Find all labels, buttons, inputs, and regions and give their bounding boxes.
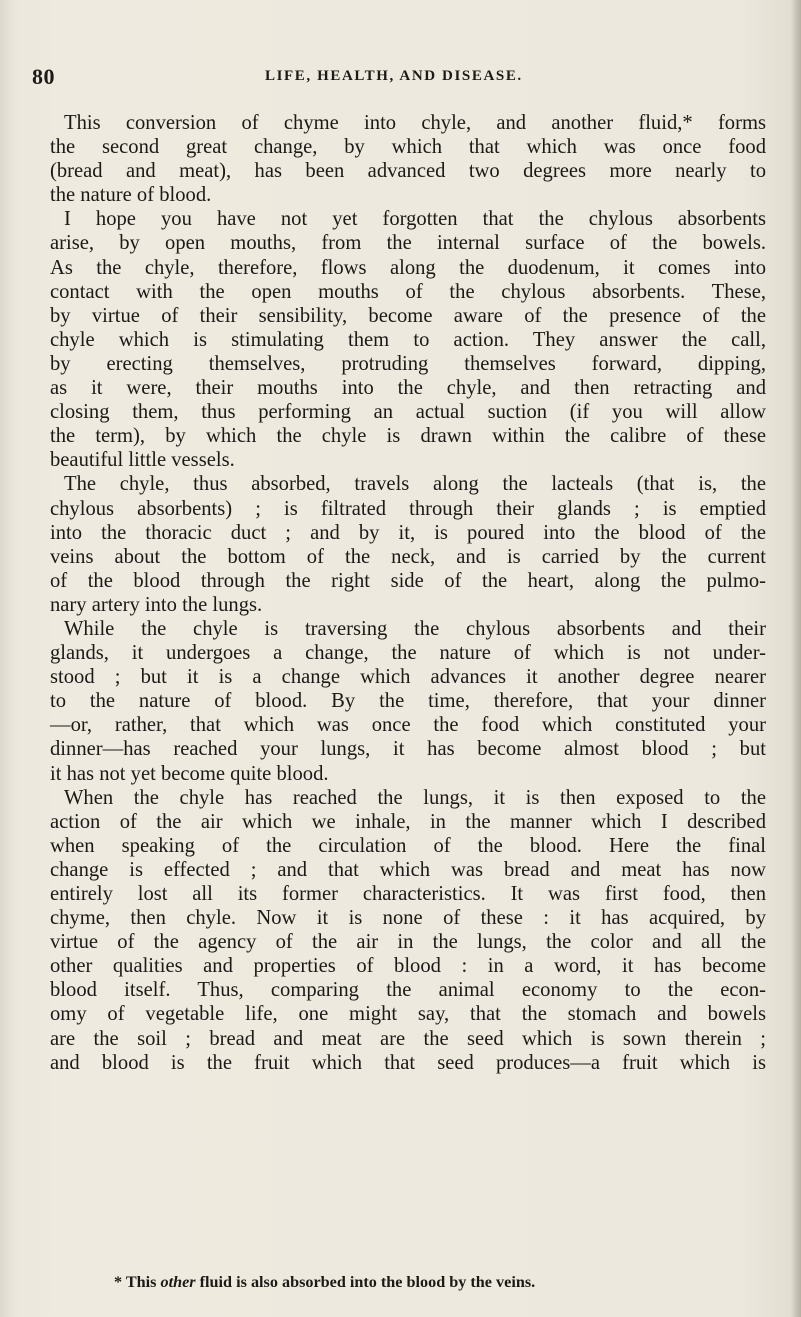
text-line: stood ; but it is a change which advances it another degree nearer bbox=[50, 666, 766, 689]
text-line: to the nature of blood. By the time, therefore, that your dinner bbox=[50, 690, 766, 713]
page-edge-shadow bbox=[791, 0, 801, 1317]
text-line: chylous absorbents) ; is filtrated through their glands ; is emptied bbox=[50, 497, 766, 520]
text-line: virtue of the agency of the air in the lungs, the color and all the bbox=[50, 931, 766, 954]
text-line: contact with the open mouths of the chylous absorbents. These, bbox=[50, 280, 766, 303]
text-line: As the chyle, therefore, flows along the duodenum, it comes into bbox=[50, 256, 766, 279]
text-line: —or, rather, that which was once the food which constituted your bbox=[50, 714, 766, 737]
text-line: veins about the bottom of the neck, and is carried by the current bbox=[50, 545, 766, 568]
text-line: This conversion of chyme into chyle, and another fluid,* forms bbox=[64, 112, 766, 134]
text-line: I hope you have not yet forgotten that the chylous absorbents bbox=[64, 208, 766, 231]
footnote-emphasis: other bbox=[160, 1273, 196, 1291]
body-text bbox=[50, 111, 766, 1075]
text-line: When the chyle has reached the lungs, it is then exposed to the bbox=[64, 786, 766, 809]
text-line: action of the air which we inhale, in the manner which I described bbox=[50, 810, 766, 833]
text-line: the nature of blood. bbox=[50, 184, 212, 207]
text-line: (bread and meat), has been advanced two degrees more nearly to bbox=[50, 160, 766, 183]
text-line: entirely lost all its former characteristics. It was first food, then bbox=[50, 883, 766, 905]
footnote-text-after: fluid is also absorbed into the blood by the veins. bbox=[199, 1273, 536, 1291]
text-line: the term), by which the chyle is drawn within the calibre of these bbox=[50, 425, 766, 448]
footnote-marker: * bbox=[114, 1273, 123, 1291]
text-line: While the chyle is traversing the chylous absorbents and their bbox=[64, 617, 766, 640]
text-line: it has not yet become quite blood. bbox=[50, 762, 329, 785]
paragraph-4 bbox=[50, 617, 766, 786]
text-line: blood itself. Thus, comparing the animal economy to the econ- bbox=[50, 979, 766, 1002]
footnote-text-before: This bbox=[125, 1273, 157, 1291]
footnote bbox=[114, 1273, 535, 1292]
text-line: chyle which is stimulating them to action. They answer the call, bbox=[50, 328, 766, 351]
text-line: closing them, thus performing an actual suction (if you will allow bbox=[50, 401, 766, 424]
text-line: The chyle, thus absorbed, travels along the lacteals (that is, the bbox=[64, 473, 766, 496]
text-line: beautiful little vessels. bbox=[50, 449, 235, 472]
text-line: by erecting themselves, protruding themselves forward, dipping, bbox=[50, 352, 766, 375]
text-line: the second great change, by which that which was once food bbox=[50, 136, 766, 159]
page-header bbox=[32, 64, 772, 88]
paragraph-3 bbox=[50, 472, 766, 617]
text-line: by virtue of their sensibility, become aware of the presence of the bbox=[50, 304, 766, 327]
text-line: as it were, their mouths into the chyle, and then retracting and bbox=[50, 377, 766, 400]
text-line: omy of vegetable life, one might say, that the stomach and bowels bbox=[50, 1003, 766, 1026]
page-number: 80 bbox=[32, 64, 55, 89]
text-line: arise, by open mouths, from the internal surface of the bowels. bbox=[50, 232, 766, 255]
text-line: nary artery into the lungs. bbox=[50, 593, 263, 616]
paragraph-2 bbox=[50, 207, 766, 472]
text-line: other qualities and properties of blood : in a word, it has become bbox=[50, 955, 766, 978]
text-line: chyme, then chyle. Now it is none of these : it has acquired, by bbox=[50, 907, 766, 930]
text-line: and blood is the fruit which that seed produces—a fruit which is bbox=[50, 1051, 766, 1074]
paragraph-5 bbox=[50, 786, 766, 1075]
text-line: dinner—has reached your lungs, it has become almost blood ; but bbox=[50, 738, 766, 761]
text-line: are the soil ; bread and meat are the seed which is sown therein ; bbox=[50, 1027, 766, 1050]
text-line: into the thoracic duct ; and by it, is poured into the blood of the bbox=[50, 521, 766, 544]
text-line: glands, it undergoes a change, the nature of which is not under- bbox=[50, 642, 766, 665]
running-head: LIFE, HEALTH, AND DISEASE. bbox=[265, 68, 523, 84]
paragraph-1 bbox=[50, 111, 766, 207]
text-line: of the blood through the right side of the heart, along the pulmo- bbox=[50, 569, 766, 592]
text-line: change is effected ; and that which was bread and meat has now bbox=[50, 858, 766, 881]
text-line: when speaking of the circulation of the blood. Here the final bbox=[50, 834, 766, 857]
